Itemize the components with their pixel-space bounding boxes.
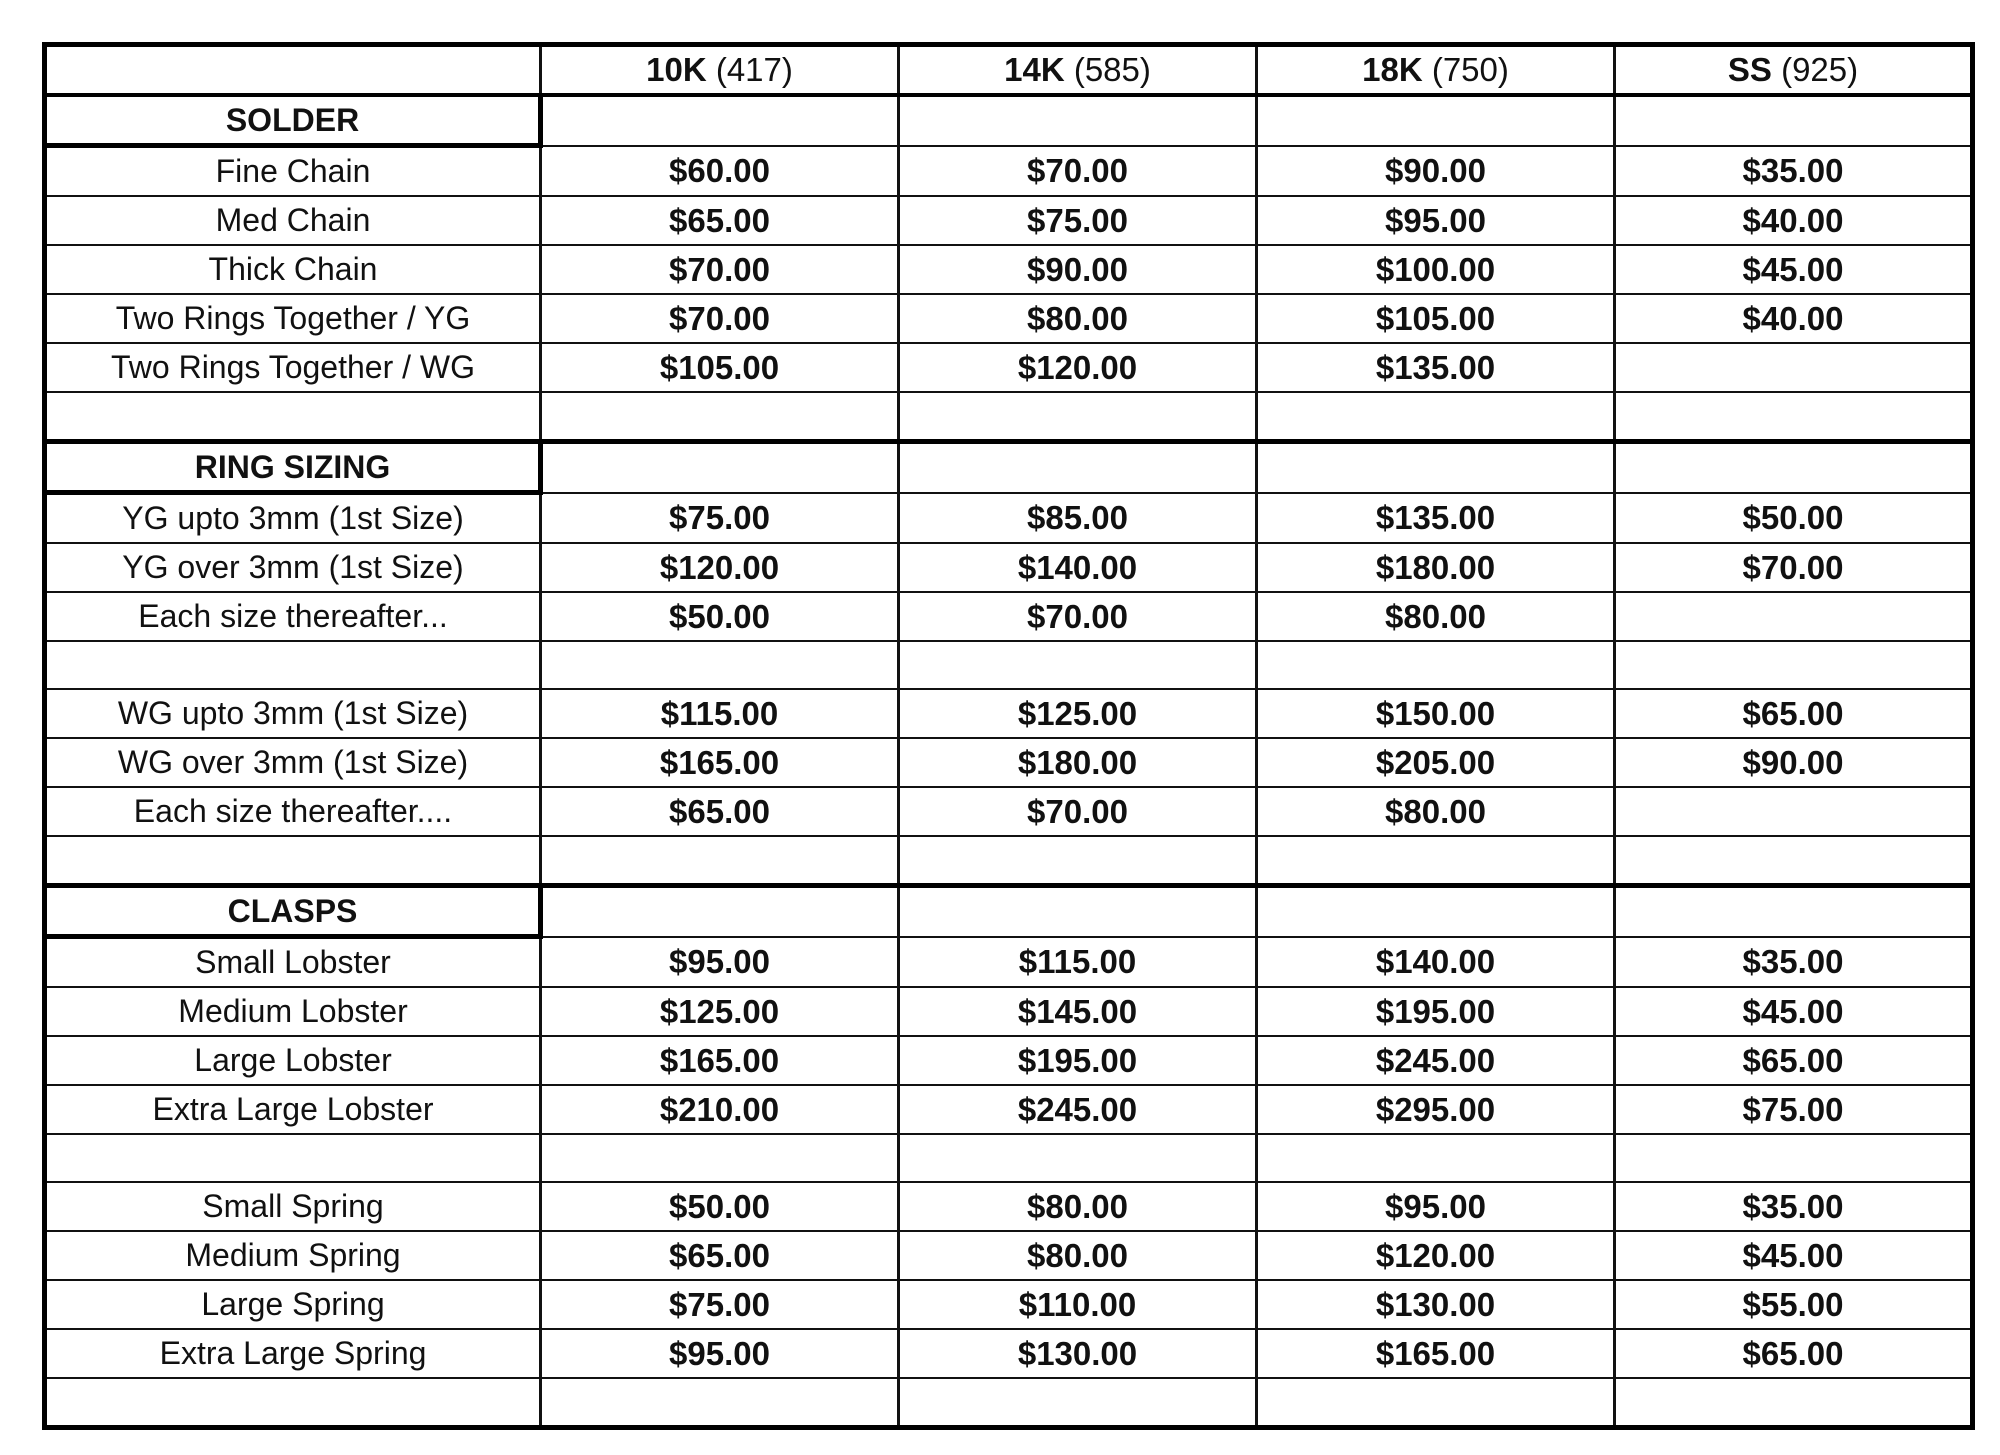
price-cell: $35.00 [1615, 937, 1973, 988]
price-cell: $95.00 [541, 937, 899, 988]
table-row [45, 543, 1973, 592]
row-label: Two Rings Together / WG [45, 343, 541, 392]
price-cell: $180.00 [1257, 543, 1615, 592]
row-label: YG upto 3mm (1st Size) [45, 493, 541, 544]
price-table [42, 42, 1975, 1430]
metal-label: 10K [646, 51, 707, 88]
price-cell: $50.00 [541, 592, 899, 641]
price-cell: $165.00 [1257, 1329, 1615, 1378]
table-row [45, 1231, 1973, 1280]
price-cell: $125.00 [899, 689, 1257, 738]
spacer-row [45, 836, 1973, 886]
row-label: Small Spring [45, 1182, 541, 1231]
price-cell: $40.00 [1615, 294, 1973, 343]
price-cell: $165.00 [541, 738, 899, 787]
empty-cell [541, 886, 899, 937]
table-row [45, 493, 1973, 544]
purity-label: (585) [1073, 51, 1151, 88]
price-cell: $125.00 [541, 987, 899, 1036]
price-cell: $65.00 [1615, 1329, 1973, 1378]
price-cell: $90.00 [899, 245, 1257, 294]
row-label: Medium Lobster [45, 987, 541, 1036]
price-cell: $110.00 [899, 1280, 1257, 1329]
empty-cell [541, 1378, 899, 1428]
price-cell: $115.00 [899, 937, 1257, 988]
table-row [45, 294, 1973, 343]
table-row [45, 1085, 1973, 1134]
price-cell: $105.00 [541, 343, 899, 392]
price-cell: $135.00 [1257, 343, 1615, 392]
row-label: Medium Spring [45, 1231, 541, 1280]
row-label: Med Chain [45, 196, 541, 245]
price-cell: $45.00 [1615, 987, 1973, 1036]
price-cell: $80.00 [899, 1182, 1257, 1231]
row-label: Each size thereafter.... [45, 787, 541, 836]
price-cell: $115.00 [541, 689, 899, 738]
ring-sizing-section-header [45, 442, 1973, 493]
price-cell [1615, 592, 1973, 641]
row-label: WG over 3mm (1st Size) [45, 738, 541, 787]
header-row [45, 45, 1973, 96]
empty-cell [1615, 1378, 1973, 1428]
price-cell: $135.00 [1257, 493, 1615, 544]
column-header-10k [541, 45, 899, 96]
price-cell: $75.00 [899, 196, 1257, 245]
empty-cell [1615, 886, 1973, 937]
empty-cell [1257, 95, 1615, 146]
empty-cell [899, 1378, 1257, 1428]
price-cell: $45.00 [1615, 245, 1973, 294]
price-cell: $90.00 [1257, 146, 1615, 197]
price-cell: $145.00 [899, 987, 1257, 1036]
price-cell: $120.00 [541, 543, 899, 592]
row-label: Small Lobster [45, 937, 541, 988]
table-row [45, 196, 1973, 245]
empty-cell [541, 442, 899, 493]
table-row [45, 1280, 1973, 1329]
empty-cell [1615, 1134, 1973, 1182]
price-cell: $65.00 [541, 196, 899, 245]
empty-cell [45, 392, 541, 442]
empty-cell [45, 836, 541, 886]
table-row [45, 1329, 1973, 1378]
price-cell: $35.00 [1615, 1182, 1973, 1231]
empty-cell [1257, 392, 1615, 442]
row-label: Each size thereafter... [45, 592, 541, 641]
empty-cell [45, 641, 541, 689]
clasps-section-header [45, 886, 1973, 937]
price-cell: $35.00 [1615, 146, 1973, 197]
table-row [45, 592, 1973, 641]
price-cell [1615, 787, 1973, 836]
price-cell: $50.00 [1615, 493, 1973, 544]
row-label: Extra Large Spring [45, 1329, 541, 1378]
empty-cell [541, 836, 899, 886]
price-cell: $95.00 [541, 1329, 899, 1378]
price-cell [1615, 343, 1973, 392]
row-label: Two Rings Together / YG [45, 294, 541, 343]
price-cell: $45.00 [1615, 1231, 1973, 1280]
price-cell: $80.00 [899, 294, 1257, 343]
empty-cell [1257, 442, 1615, 493]
price-cell: $100.00 [1257, 245, 1615, 294]
row-label: Large Lobster [45, 1036, 541, 1085]
row-label: Large Spring [45, 1280, 541, 1329]
empty-cell [1257, 886, 1615, 937]
empty-cell [899, 1134, 1257, 1182]
price-cell: $245.00 [899, 1085, 1257, 1134]
table-row [45, 343, 1973, 392]
price-cell: $70.00 [1615, 543, 1973, 592]
header-corner [45, 45, 541, 96]
empty-cell [45, 1378, 541, 1428]
spacer-row [45, 1134, 1973, 1182]
price-cell: $195.00 [899, 1036, 1257, 1085]
empty-cell [1257, 1378, 1615, 1428]
price-cell: $40.00 [1615, 196, 1973, 245]
price-cell: $50.00 [541, 1182, 899, 1231]
empty-cell [45, 1134, 541, 1182]
table-row [45, 1036, 1973, 1085]
price-cell: $80.00 [1257, 787, 1615, 836]
table-row [45, 738, 1973, 787]
empty-cell [541, 95, 899, 146]
price-cell: $85.00 [899, 493, 1257, 544]
table-row [45, 787, 1973, 836]
empty-cell [1615, 836, 1973, 886]
empty-cell [899, 886, 1257, 937]
empty-cell [541, 641, 899, 689]
empty-cell [541, 1134, 899, 1182]
column-header-18k [1257, 45, 1615, 96]
empty-cell [899, 392, 1257, 442]
price-cell: $195.00 [1257, 987, 1615, 1036]
table-row [45, 689, 1973, 738]
column-header-ss [1615, 45, 1973, 96]
row-label: WG upto 3mm (1st Size) [45, 689, 541, 738]
price-cell: $180.00 [899, 738, 1257, 787]
empty-cell [1615, 392, 1973, 442]
purity-label: (750) [1431, 51, 1509, 88]
empty-cell [899, 641, 1257, 689]
price-cell: $60.00 [541, 146, 899, 197]
price-cell: $95.00 [1257, 196, 1615, 245]
spacer-row [45, 392, 1973, 442]
price-cell: $140.00 [1257, 937, 1615, 988]
table-row [45, 146, 1973, 197]
column-header-14k [899, 45, 1257, 96]
empty-cell [899, 95, 1257, 146]
price-cell: $70.00 [899, 592, 1257, 641]
price-cell: $120.00 [1257, 1231, 1615, 1280]
empty-cell [541, 392, 899, 442]
price-cell: $150.00 [1257, 689, 1615, 738]
empty-cell [1257, 641, 1615, 689]
price-cell: $65.00 [1615, 689, 1973, 738]
price-cell: $80.00 [1257, 592, 1615, 641]
price-cell: $70.00 [541, 245, 899, 294]
price-cell: $75.00 [541, 1280, 899, 1329]
metal-label: 14K [1004, 51, 1065, 88]
price-cell: $55.00 [1615, 1280, 1973, 1329]
price-cell: $70.00 [899, 146, 1257, 197]
price-cell: $80.00 [899, 1231, 1257, 1280]
price-cell: $245.00 [1257, 1036, 1615, 1085]
price-cell: $90.00 [1615, 738, 1973, 787]
table-row [45, 245, 1973, 294]
table-row [45, 987, 1973, 1036]
price-cell: $75.00 [1615, 1085, 1973, 1134]
price-cell: $205.00 [1257, 738, 1615, 787]
price-cell: $105.00 [1257, 294, 1615, 343]
metal-label: 18K [1362, 51, 1423, 88]
empty-cell [1615, 442, 1973, 493]
table-body [45, 95, 1973, 1428]
metal-label: SS [1727, 51, 1772, 88]
price-cell: $70.00 [899, 787, 1257, 836]
clasps-section-title: CLASPS [45, 886, 541, 937]
price-cell: $165.00 [541, 1036, 899, 1085]
row-label: Extra Large Lobster [45, 1085, 541, 1134]
solder-section-title: SOLDER [45, 95, 541, 146]
price-cell: $130.00 [899, 1329, 1257, 1378]
empty-cell [899, 836, 1257, 886]
price-cell: $295.00 [1257, 1085, 1615, 1134]
price-cell: $75.00 [541, 493, 899, 544]
table-row [45, 937, 1973, 988]
price-cell: $210.00 [541, 1085, 899, 1134]
row-label: Thick Chain [45, 245, 541, 294]
spacer-row [45, 1378, 1973, 1428]
empty-cell [1257, 1134, 1615, 1182]
empty-cell [1615, 95, 1973, 146]
purity-label: (925) [1781, 51, 1859, 88]
row-label: Fine Chain [45, 146, 541, 197]
price-cell: $65.00 [541, 1231, 899, 1280]
solder-section-header [45, 95, 1973, 146]
price-cell: $140.00 [899, 543, 1257, 592]
spacer-row [45, 641, 1973, 689]
empty-cell [1615, 641, 1973, 689]
purity-label: (417) [715, 51, 793, 88]
empty-cell [1257, 836, 1615, 886]
price-cell: $120.00 [899, 343, 1257, 392]
price-cell: $70.00 [541, 294, 899, 343]
price-cell: $95.00 [1257, 1182, 1615, 1231]
ring-sizing-section-title: RING SIZING [45, 442, 541, 493]
price-cell: $65.00 [1615, 1036, 1973, 1085]
table-row [45, 1182, 1973, 1231]
price-cell: $65.00 [541, 787, 899, 836]
empty-cell [899, 442, 1257, 493]
row-label: YG over 3mm (1st Size) [45, 543, 541, 592]
price-cell: $130.00 [1257, 1280, 1615, 1329]
